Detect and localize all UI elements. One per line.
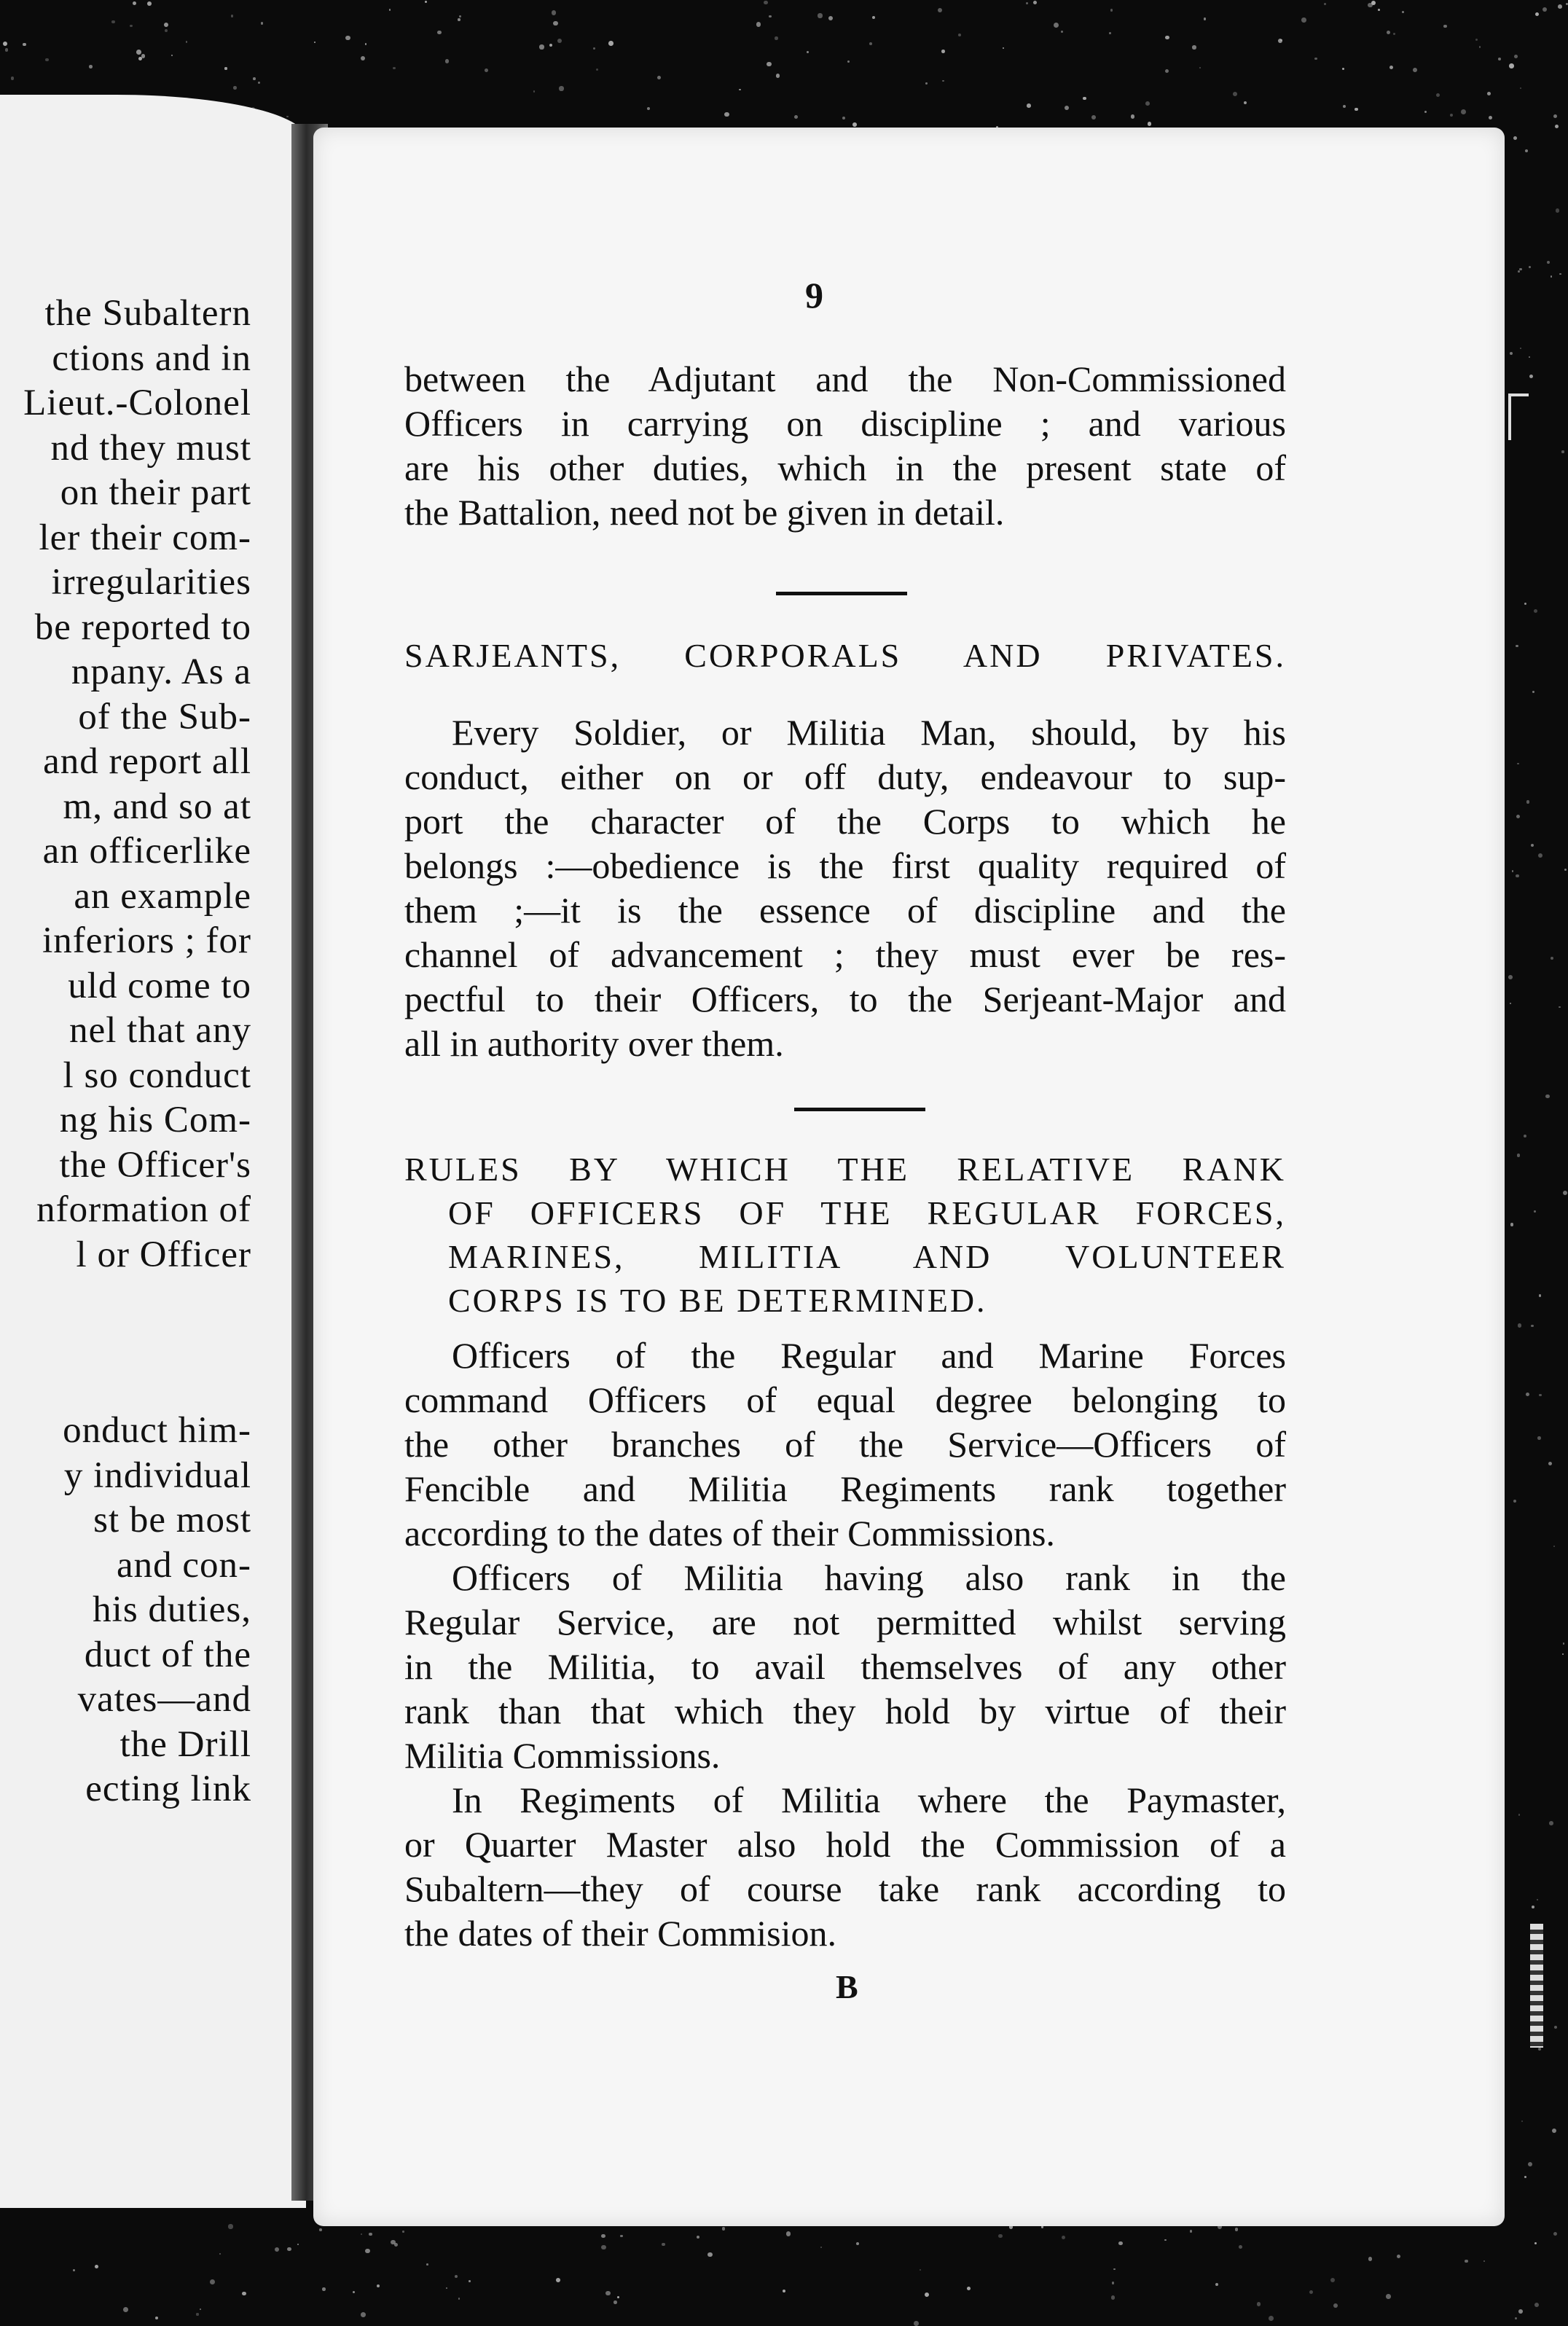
left-text-line: the Officer's xyxy=(59,1144,251,1186)
left-text-line: onduct him- xyxy=(63,1410,251,1451)
text-line: Officers in carrying on discipline ; and various xyxy=(404,403,1286,444)
sarjeants-paragraph xyxy=(404,710,1286,1066)
text-line: belongs :—obedience is the first quality required of xyxy=(404,845,1286,886)
text-line: are his other duties, which in the present state of xyxy=(404,447,1286,488)
left-text-line: on their part xyxy=(60,472,251,513)
text-line: them ;—it is the essence of discipline and the xyxy=(404,890,1286,931)
text-line: all in authority over them. xyxy=(404,1023,784,1064)
text-line: pectful to their Officers, to the Serjeant-Major and xyxy=(404,979,1286,1019)
left-text-line: nel that any xyxy=(69,1010,251,1051)
left-text-line: ler their com- xyxy=(39,517,251,558)
left-text-line: be reported to xyxy=(34,606,251,648)
section-heading-rules xyxy=(404,1148,1286,1323)
left-text-line: an example xyxy=(74,875,251,917)
left-text-line: nformation of xyxy=(36,1189,251,1230)
text-line: the Battalion, need not be given in detail. xyxy=(404,492,1005,533)
left-text-line: st be most xyxy=(93,1500,251,1540)
text-line: the dates of their Commision. xyxy=(404,1913,836,1954)
text-line: Officers of the Regular and Marine Forces xyxy=(452,1335,1286,1376)
rules-paragraph-3 xyxy=(404,1778,1286,1956)
intro-paragraph xyxy=(404,357,1286,535)
left-text-line: irregularities xyxy=(51,562,251,603)
section-divider xyxy=(776,592,907,595)
scan-edge-artifact xyxy=(1508,393,1529,440)
text-line: Militia Commissions. xyxy=(404,1735,721,1776)
left-text-line: the Subaltern xyxy=(44,293,251,334)
text-line: according to the dates of their Commissions. xyxy=(404,1513,1055,1554)
left-text-line: npany. As a xyxy=(71,651,251,692)
left-text-line: of the Sub- xyxy=(78,696,251,737)
text-line: port the character of the Corps to which he xyxy=(404,801,1286,842)
left-text-line: uld come to xyxy=(68,965,251,1006)
heading-line: SARJEANTS, CORPORALS AND PRIVATES. xyxy=(404,637,1286,674)
left-text-line: l or Officer xyxy=(76,1234,251,1275)
text-line: command Officers of equal degree belonging to xyxy=(404,1379,1286,1420)
left-text-gap xyxy=(0,1277,251,1409)
rules-paragraph-1 xyxy=(404,1334,1286,1556)
left-text-line: ecting link xyxy=(85,1769,251,1809)
text-line: conduct, either on or off duty, endeavour to sup- xyxy=(404,756,1286,797)
left-text-line: y individual xyxy=(63,1454,251,1496)
left-text-line: ctions and in xyxy=(52,337,251,379)
left-page-text xyxy=(0,291,251,1812)
left-text-line: the Drill xyxy=(119,1723,251,1765)
heading-line: RULES BY WHICH THE RELATIVE RANK xyxy=(404,1151,1286,1188)
heading-line: MARINES, MILITIA AND VOLUNTEER xyxy=(448,1238,1286,1275)
heading-line: CORPS IS TO BE DETERMINED. xyxy=(448,1282,987,1319)
left-text-line: m, and so at xyxy=(63,786,251,827)
left-text-line: ng his Com- xyxy=(59,1100,251,1140)
text-line: rank than that which they hold by virtue of their xyxy=(404,1691,1286,1731)
left-text-line: and report all xyxy=(43,741,251,782)
text-line: In Regiments of Militia where the Paymaster, xyxy=(452,1779,1286,1820)
left-text-line: and con- xyxy=(116,1544,251,1586)
text-line: Subaltern—they of course take rank according to xyxy=(404,1868,1286,1909)
left-text-line: nd they must xyxy=(50,427,251,469)
left-text-line: Lieut.-Colonel xyxy=(23,383,251,423)
text-line: Every Soldier, or Militia Man, should, by his xyxy=(452,712,1286,753)
rules-paragraph-2 xyxy=(404,1556,1286,1778)
left-text-line: inferiors ; for xyxy=(42,920,251,961)
left-text-line: his duties, xyxy=(93,1589,251,1630)
section-divider xyxy=(794,1108,925,1111)
text-line: channel of advancement ; they must ever be res- xyxy=(404,934,1286,975)
text-line: in the Militia, to avail themselves of any other xyxy=(404,1646,1286,1687)
left-text-line: an officerlike xyxy=(42,831,251,872)
text-line: Fencible and Militia Regiments rank together xyxy=(404,1468,1286,1509)
section-heading-sarjeants xyxy=(404,634,1286,678)
left-text-line: duct of the xyxy=(84,1634,251,1675)
text-line: Officers of Militia having also rank in the xyxy=(452,1557,1286,1598)
left-text-line: vates—and xyxy=(77,1679,251,1720)
text-line: between the Adjutant and the Non-Commissioned xyxy=(404,359,1286,399)
signature-mark: B xyxy=(836,1968,858,2005)
text-line: or Quarter Master also hold the Commission of a xyxy=(404,1824,1286,1865)
scan-edge-artifact xyxy=(1530,1924,1543,2048)
left-text-line: l so conduct xyxy=(63,1054,251,1096)
text-line: Regular Service, are not permitted whilst serving xyxy=(404,1602,1286,1642)
page-number: 9 xyxy=(805,275,823,316)
heading-line: OF OFFICERS OF THE REGULAR FORCES, xyxy=(448,1194,1286,1231)
text-line: the other branches of the Service—Officers of xyxy=(404,1424,1286,1465)
